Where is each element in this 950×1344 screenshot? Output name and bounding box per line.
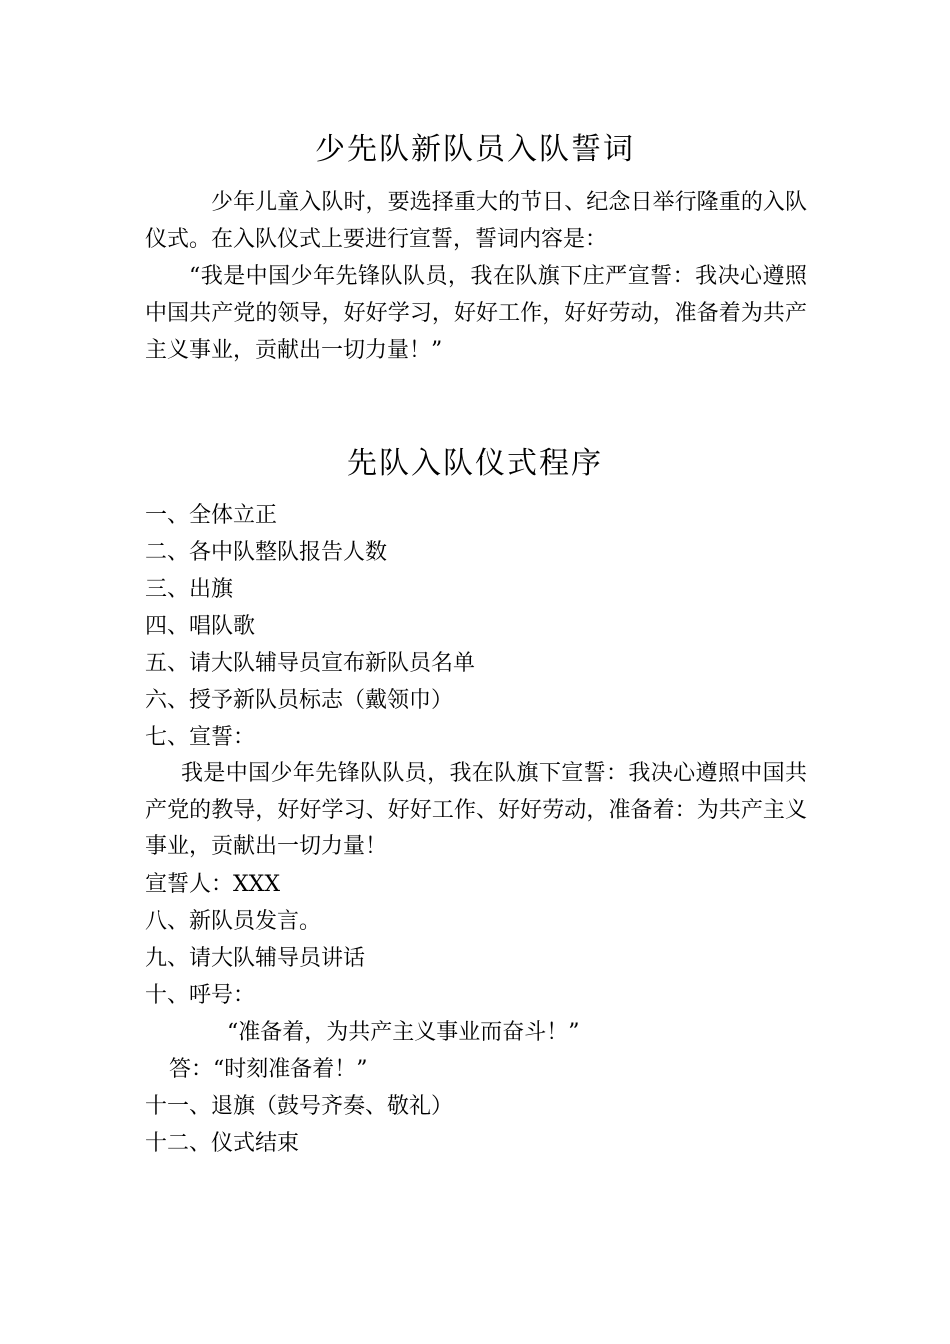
oath-title: 少先队新队员入队誓词 [315,132,635,167]
ceremony-title: 先队入队仪式程序 [347,446,603,481]
step-item: 八、新队员发言。 [145,908,322,934]
cheer-answer: 答：“时刻准备着！” [169,1056,368,1082]
oath-quote-paragraph: “我是中国少年先锋队队员，我在队旗下庄严宣誓：我决心遵照中国共产党的领导，好好学习，好好工作，好好劳动，准备着为共产主义事业，贡献出一切力量！” [145,264,807,363]
step-item: 四、唱队歌 [145,614,256,639]
step-item: 五、请大队辅导员宣布新队员名单 [145,651,476,676]
vow-signer: 宣誓人：XXX [145,871,280,897]
vow-text: 我是中国少年先锋队队员，我在队旗下宣誓：我决心遵照中国共产党的教导，好好学习、好好工作、好好劳动，准备着：为共产主义事业，贡献出一切力量！ [145,761,807,860]
step-item: 十二、仪式结束 [145,1130,300,1156]
step-item: 十、呼号： [145,982,256,1008]
intro-paragraph: 少年儿童入队时，要选择重大的节日、纪念日举行隆重的入队仪式。在入队仪式上要进行宣誓，誓词内容是： [145,190,807,252]
step-item: 七、宣誓： [145,725,256,750]
step-item: 三、出旗 [145,577,234,602]
cheer-slogan: “准备着，为共产主义事业而奋斗！” [227,1019,580,1045]
step-item: 六、授予新队员标志（戴领巾） [145,688,454,713]
step-item: 十一、退旗（鼓号齐奏、敬礼） [145,1093,454,1119]
step-item: 一、全体立正 [145,503,278,528]
step-item: 九、请大队辅导员讲话 [145,945,366,971]
ceremony-steps-list [145,497,807,1162]
step-item: 二、各中队整队报告人数 [145,540,388,565]
